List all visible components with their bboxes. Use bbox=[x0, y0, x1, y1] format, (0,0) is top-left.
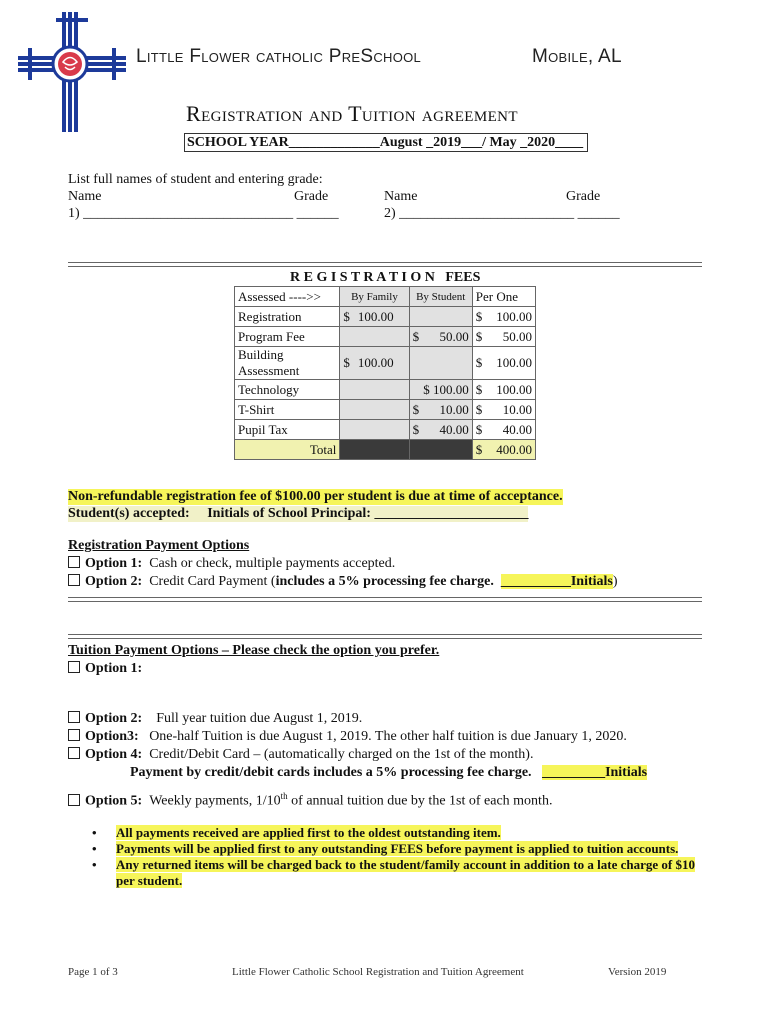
divider bbox=[68, 262, 702, 267]
col-by-family: By Family bbox=[340, 287, 409, 307]
school-logo-icon bbox=[18, 12, 126, 132]
student-line-1[interactable]: 1) ______________________________ ______ bbox=[68, 206, 339, 221]
name-label-2: Name bbox=[384, 189, 418, 204]
total-label: Total bbox=[235, 440, 340, 460]
divider bbox=[68, 597, 702, 602]
fees-title: R E G I S T R A T I O N FEES bbox=[290, 270, 481, 285]
table-row: Pupil Tax $ 40.00 $ 40.00 bbox=[235, 420, 536, 440]
grade-label-1: Grade bbox=[294, 189, 329, 204]
fee-per-one: 100.00 bbox=[496, 308, 532, 324]
page-number: Page 1 of 3 bbox=[68, 966, 118, 978]
school-name: Little Flower catholic PreSchool bbox=[136, 46, 422, 67]
table-row: Technology $ 100.00 $ 100.00 bbox=[235, 380, 536, 400]
fee-per-one: 10.00 bbox=[502, 401, 532, 417]
fee-student: 10.00 bbox=[439, 401, 469, 417]
tuition-option-3-checkbox[interactable] bbox=[68, 729, 80, 741]
tuition-payment-heading: Tuition Payment Options – Please check the option you prefer. bbox=[68, 643, 440, 658]
fee-per-one: 50.00 bbox=[502, 328, 532, 344]
name-label-1: Name bbox=[68, 189, 102, 204]
fee-student: $ 100.00 bbox=[409, 380, 472, 400]
fee-label: Technology bbox=[235, 380, 340, 400]
divider bbox=[68, 634, 702, 639]
tuition-option-1-checkbox[interactable] bbox=[68, 661, 80, 673]
list-item: • Payments will be applied first to any outstanding FEES before payment is applied to tuition accounts. bbox=[92, 841, 702, 857]
table-row: Program Fee $ 50.00 $ 50.00 bbox=[235, 327, 536, 347]
document-title: Registration and Tuition agreement bbox=[186, 101, 518, 126]
tuition-option-3: Option3: One-half Tuition is due August 1, 2019. The other half tuition is due January 1, 2020. bbox=[68, 729, 627, 745]
tuition-option-4: Option 4: Credit/Debit Card – (automatically charged on the 1st of the month). bbox=[68, 747, 533, 763]
fee-label: Pupil Tax bbox=[235, 420, 340, 440]
card-fee-notice: Payment by credit/debit cards includes a 5% processing fee charge. _________Initials bbox=[130, 765, 648, 780]
reg-option-1: Option 1: Cash or check, multiple payments accepted. bbox=[68, 556, 395, 572]
fee-label: T-Shirt bbox=[235, 400, 340, 420]
fee-label: Registration bbox=[235, 307, 340, 327]
list-item: • Any returned items will be charged back to the student/family account in addition to a late charge of $10 per student. bbox=[92, 857, 702, 889]
school-location: Mobile, AL bbox=[532, 46, 622, 67]
student-line-2[interactable]: 2) _________________________ ______ bbox=[384, 206, 620, 221]
grade-label-2: Grade bbox=[566, 189, 601, 204]
col-by-student: By Student bbox=[409, 287, 472, 307]
total-value: 400.00 bbox=[496, 441, 532, 457]
fee-family: 100.00 bbox=[357, 308, 394, 324]
fee-label: Building Assessment bbox=[235, 347, 340, 380]
reg-option-2-checkbox[interactable] bbox=[68, 574, 80, 586]
tuition-option-2-checkbox[interactable] bbox=[68, 711, 80, 723]
reg-option-1-checkbox[interactable] bbox=[68, 556, 80, 568]
fee-label: Program Fee bbox=[235, 327, 340, 347]
students-instruction: List full names of student and entering grade: bbox=[68, 172, 323, 187]
table-row: T-Shirt $ 10.00 $ 10.00 bbox=[235, 400, 536, 420]
tuition-option-4-checkbox[interactable] bbox=[68, 747, 80, 759]
fees-table bbox=[234, 286, 536, 460]
footer-title: Little Flower Catholic School Registration and Tuition Agreement bbox=[232, 966, 524, 978]
list-item: • All payments received are applied first to the oldest outstanding item. bbox=[92, 825, 702, 841]
tuition-option-5-checkbox[interactable] bbox=[68, 794, 80, 806]
fee-student: 40.00 bbox=[439, 421, 469, 437]
registration-payment-heading: Registration Payment Options bbox=[68, 538, 250, 553]
tuition-option-2: Option 2: Full year tuition due August 1, 2019. bbox=[68, 711, 362, 727]
tuition-option-5: Option 5: Weekly payments, 1/10th of annual tuition due by the 1st of each month. bbox=[68, 791, 552, 810]
fee-per-one: 100.00 bbox=[496, 381, 532, 397]
footer-version: Version 2019 bbox=[608, 966, 667, 978]
card-initials-field[interactable]: _________Initials bbox=[542, 765, 648, 780]
reg-option-2: Option 2: Credit Card Payment (includes a 5% processing fee charge. __________Initials) bbox=[68, 574, 618, 590]
fee-per-one: 100.00 bbox=[496, 355, 532, 370]
table-row: Registration $ 100.00 $ 100.00 bbox=[235, 307, 536, 327]
acceptance-initials[interactable]: Student(s) accepted: Initials of School Principal: ______________________ bbox=[68, 506, 529, 521]
nonrefundable-notice: Non-refundable registration fee of $100.00 per student is due at time of acceptance. bbox=[68, 489, 563, 504]
fee-per-one: 40.00 bbox=[502, 421, 532, 437]
school-year-field: SCHOOL YEAR_____________August _2019___/ May _2020____ bbox=[184, 133, 588, 152]
col-per-one: Per One bbox=[472, 287, 535, 307]
total-row: Total $ 400.00 bbox=[235, 440, 536, 460]
payment-rules-list bbox=[92, 825, 702, 889]
tuition-option-1: Option 1: bbox=[68, 661, 142, 677]
fee-student: 50.00 bbox=[439, 328, 469, 344]
fee-family: 100.00 bbox=[357, 355, 394, 370]
table-row: Building Assessment $ 100.00 $ 100.00 bbox=[235, 347, 536, 380]
col-assessed: Assessed ---->> bbox=[235, 287, 340, 307]
reg-initials-field[interactable]: __________Initials bbox=[500, 574, 613, 589]
